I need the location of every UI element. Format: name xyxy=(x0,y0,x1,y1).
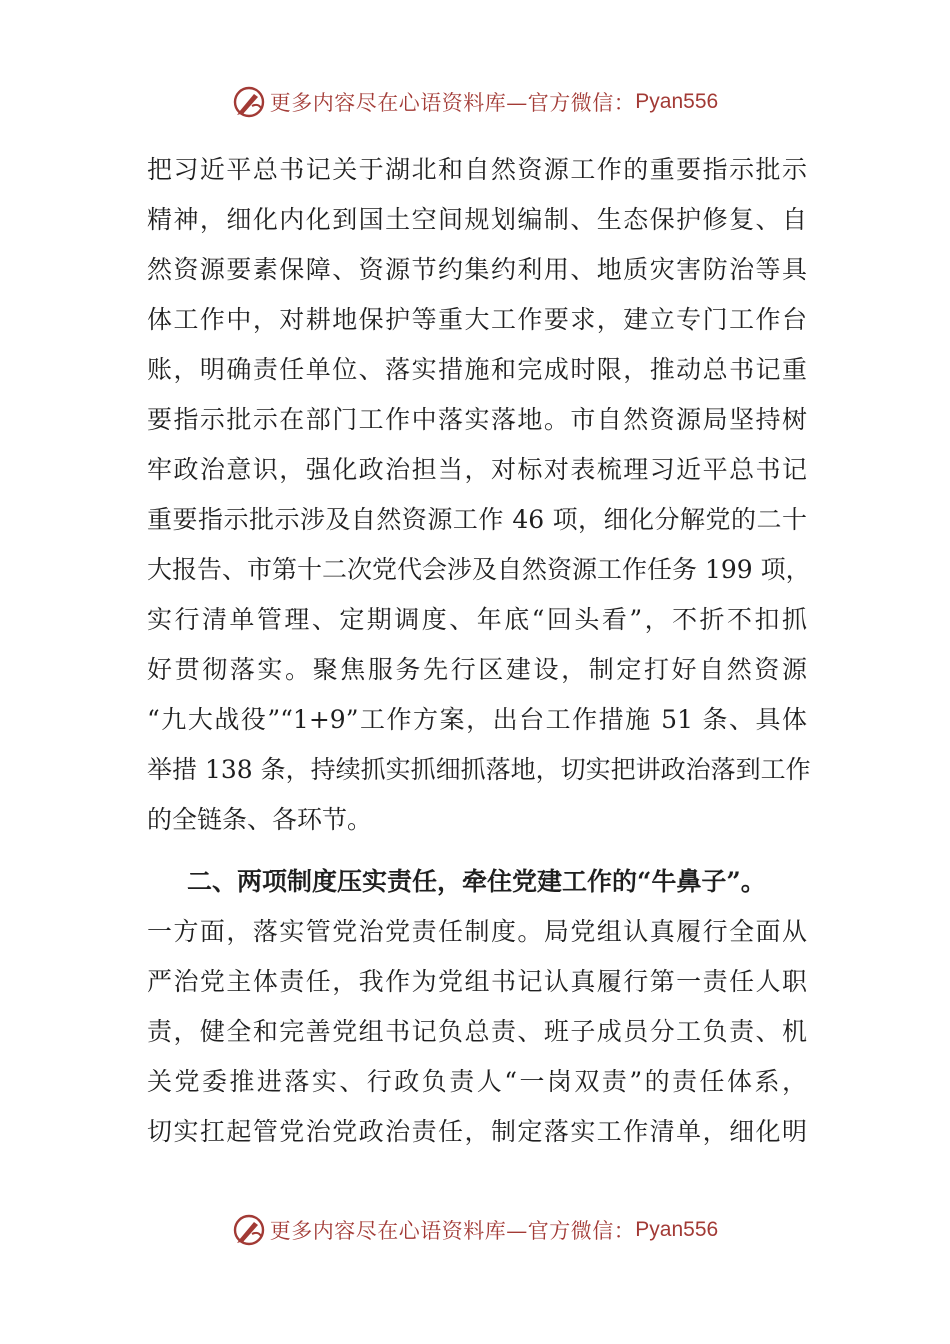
text-line: 精神，细化内化到国土空间规划编制、生态保护修复、自 xyxy=(147,205,807,234)
text-line: 切实扛起管党治党政治责任，制定落实工作清单，细化明 xyxy=(147,1117,807,1146)
document-body xyxy=(147,145,811,1157)
text-line: 然资源要素保障、资源节约集约利用、地质灾害防治等具 xyxy=(147,255,807,284)
text-line: 体工作中，对耕地保护等重大工作要求，建立专门工作台 xyxy=(147,305,807,334)
text-line: 的全链条、各环节。 xyxy=(147,805,373,834)
text-line: 关党委推进落实、行政负责人“一岗双责”的责任体系， xyxy=(147,1067,807,1096)
text-line: 责，健全和完善党组书记负总责、班子成员分工负责、机 xyxy=(147,1017,807,1046)
text-line: 大报告、市第十二次党代会涉及自然资源工作任务 199 项， xyxy=(147,555,811,584)
pen-logo-icon xyxy=(232,1213,266,1247)
paragraph-2 xyxy=(147,907,807,1157)
header-banner xyxy=(0,82,950,122)
text-line: “九大战役”“1+9”工作方案，出台工作措施 51 条、具体 xyxy=(147,705,807,734)
footer-banner-text: 更多内容尽在心语资料库—官方微信： xyxy=(269,1219,636,1243)
header-banner-text: 更多内容尽在心语资料库—官方微信： xyxy=(269,91,636,115)
text-line: 账，明确责任单位、落实措施和完成时限，推动总书记重 xyxy=(147,355,807,384)
paragraph-1 xyxy=(147,145,811,845)
text-line: 实行清单管理、定期调度、年底“回头看”，不折不扣抓 xyxy=(147,605,807,634)
text-line: 要指示批示在部门工作中落实落地。市自然资源局坚持树 xyxy=(147,405,807,434)
text-line: 把习近平总书记关于湖北和自然资源工作的重要指示批示 xyxy=(147,155,807,184)
text-line: 举措 138 条，持续抓实抓细抓落地，切实把讲政治落到工作 xyxy=(147,755,811,784)
pen-logo-icon xyxy=(232,85,266,119)
text-line: 一方面，落实管党治党责任制度。局党组认真履行全面从 xyxy=(147,917,807,946)
text-line: 重要指示批示涉及自然资源工作 46 项，细化分解党的二十 xyxy=(147,505,807,534)
text-line: 好贯彻落实。聚焦服务先行区建设，制定打好自然资源 xyxy=(147,655,807,684)
text-line: 牢政治意识，强化政治担当，对标对表梳理习近平总书记 xyxy=(147,455,807,484)
footer-banner xyxy=(0,1210,950,1250)
footer-banner-wechat: Pyan556 xyxy=(635,1218,719,1241)
header-banner-wechat: Pyan556 xyxy=(635,90,719,113)
text-line: 严治党主体责任，我作为党组书记认真履行第一责任人职 xyxy=(147,967,807,996)
section-heading: 二、两项制度压实责任，牵住党建工作的“牛鼻子”。 xyxy=(187,867,766,896)
